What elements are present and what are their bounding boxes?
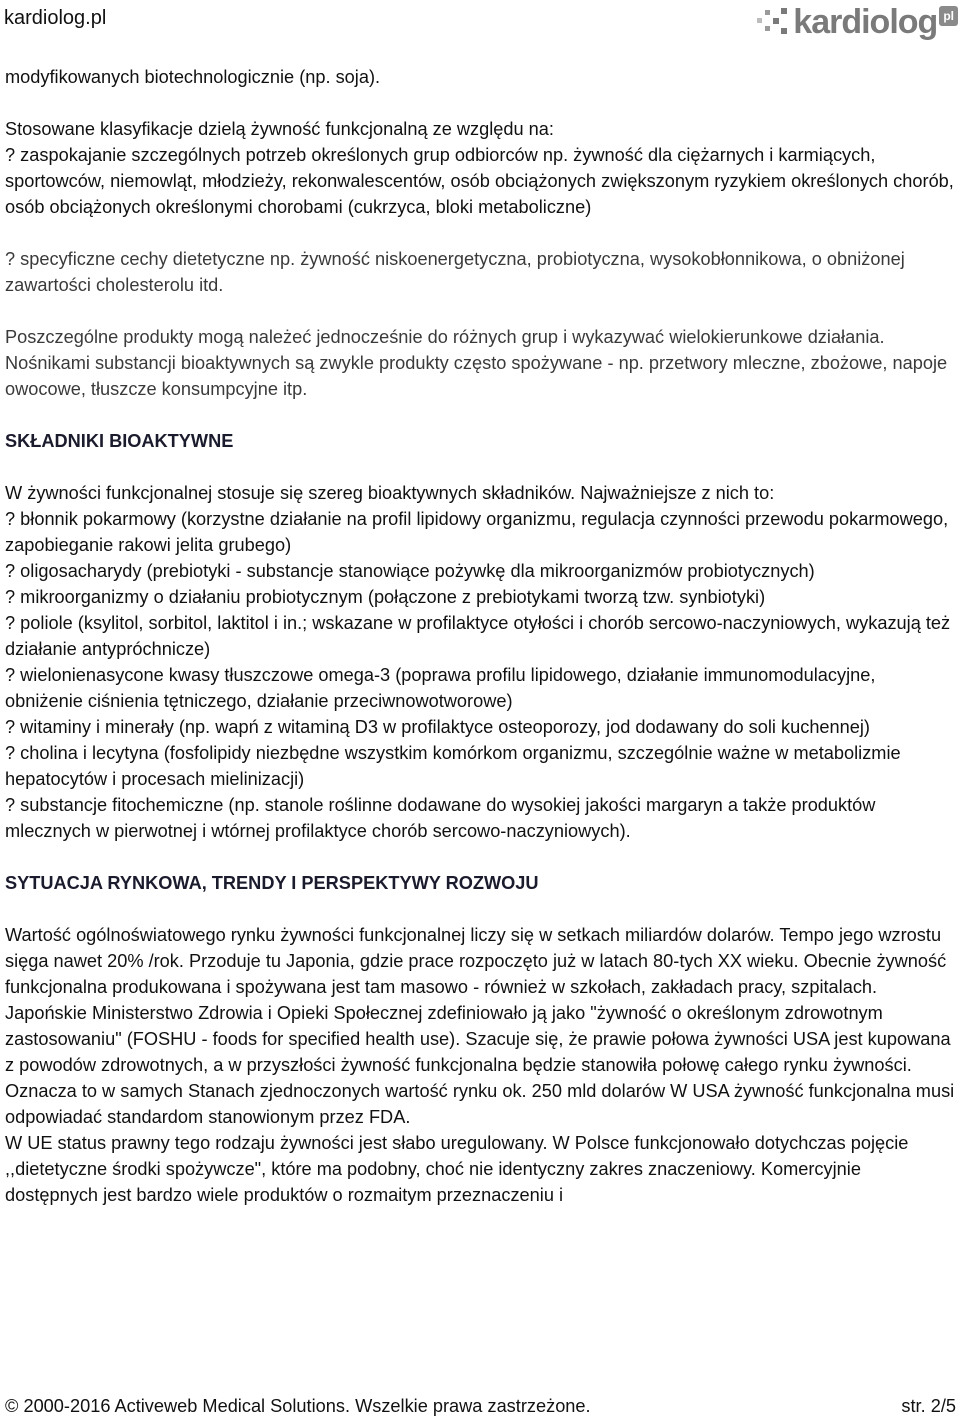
paragraph: W żywności funkcjonalnej stosuje się szereg bioaktywnych składników. Najważniejsze z nich to: <box>5 483 775 503</box>
list-item: ? oligosacharydy (prebiotyki - substancje stanowiące pożywkę dla mikroorganizmów probiotycznych) <box>5 561 815 581</box>
logo-dots-icon <box>753 2 793 42</box>
site-name: kardiolog.pl <box>4 7 107 29</box>
paragraph: Wartość ogólnoświatowego rynku żywności funkcjonalnej liczy się w setkach miliardów dolarów. Tempo jego wzrostu sięga nawet 20% /rok. Przoduje tu Japonia, gdzie prace rozpoczęto już w latach 80-tych XX wieku. Obecnie żywność funkcjonalna produkowana i spożywana jest tam masowo - również w szkołach, zakładach pracy, szpitalach. Japońskie Ministerstwo Zdrowia i Opieki Społecznej zdefiniowało ją jako "żywność o określonym zdrowotnym zastosowaniu" (FOSHU - foods for specified health use). Szacuje się, że prawie połowa żywności USA jest kupowana z powodów zdrowotnych, a w przyszłości żywność funkcjonalna będzie stanowiła połowę całego rynku żywności. Oznacza to w samych Stanach zjednoczonych wartość rynku ok. 250 mld dolarów W USA żywność funkcjonalna musi odpowiadać standardom stanowionym przez FDA. <box>5 925 955 1127</box>
logo-text: kardiolog <box>793 3 938 41</box>
list-item: ? witaminy i minerały (np. wapń z witaminą D3 w profilaktyce osteoporozy, jod dodawany do soli kuchennej) <box>5 717 870 737</box>
paragraph: ? zaspokajanie szczególnych potrzeb określonych grup odbiorców np. żywność dla ciężarnych i karmiących, sportowców, niemowląt, młodzieży, rekonwalescentów, osób obciążonych zwiększonym ryzykiem określonych chorób, osób obciążonych określonymi chorobami (cukrzyca, bloki metaboliczne) <box>5 145 954 217</box>
list-item: ? błonnik pokarmowy (korzystne działanie na profil lipidowy organizmu, regulacja czynności przewodu pokarmowego, zapobieganie rakowi jelita grubego) <box>5 509 949 555</box>
paragraph: ? specyficzne cechy dietetyczne np. żywność niskoenergetyczna, probiotyczna, wysokobłonnikowa, o obniżonej zawartości cholesterolu itd. <box>5 249 905 295</box>
list-item: ? mikroorganizmy o działaniu probiotycznym (połączone z prebiotykami tworzą tzw. synbiotyki) <box>5 587 766 607</box>
list-item: ? cholina i lecytyna (fosfolipidy niezbędne wszystkim komórkom organizmu, szczególnie ważne w metabolizmie hepatocytów i procesach mielinizacji) <box>5 743 901 789</box>
copyright-text: © 2000-2016 Activeweb Medical Solutions. Wszelkie prawa zastrzeżone. <box>5 1396 591 1416</box>
paragraph: W UE status prawny tego rodzaju żywności jest słabo uregulowany. W Polsce funkcjonowało dotychczas pojęcie ,,dietetyczne środki spożywcze", które ma podobny, choć nie identyczny zakres znaczeniowy. Komercyjnie dostępnych jest bardzo wiele produktów o rozmaitym przeznaczeniu i <box>5 1133 909 1205</box>
paragraph: modyfikowanych biotechnologicznie (np. soja). <box>5 67 381 87</box>
paragraph: Stosowane klasyfikacje dzielą żywność funkcjonalną ze względu na: <box>5 119 554 139</box>
list-item: ? substancje fitochemiczne (np. stanole roślinne dodawane do wysokiej jakości margaryn a także produktów mlecznych w pierwotnej i wtórnej profilaktyce chorób sercowo-naczyniowych). <box>5 795 876 841</box>
kardiolog-logo[interactable] <box>753 2 958 42</box>
section-heading: SYTUACJA RYNKOWA, TRENDY I PERSPEKTYWY ROZWOJU <box>5 873 539 893</box>
logo-badge: pl <box>939 6 958 26</box>
list-item: ? poliole (ksylitol, sorbitol, laktitol i in.; wskazane w profilaktyce otyłości i chorób sercowo-naczyniowych, wykazują też działanie antypróchnicze) <box>5 613 951 659</box>
page-number: str. 2/5 <box>901 1396 956 1416</box>
list-item: ? wielonienasycone kwasy tłuszczowe omega-3 (poprawa profilu lipidowego, działanie immunomodulacyjne, obniżenie ciśnienia tętniczego, działanie przeciwnowotworowe) <box>5 665 876 711</box>
page-footer <box>5 1393 956 1419</box>
article-body <box>5 64 957 1208</box>
paragraph: Poszczególne produkty mogą należeć jednocześnie do różnych grup i wykazywać wielokierunkowe działania. Nośnikami substancji bioaktywnych są zwykle produkty często spożywane - np. przetwory mleczne, zbożowe, napoje owocowe, tłuszcze konsumpcyjne itp. <box>5 327 948 399</box>
section-heading: SKŁADNIKI BIOAKTYWNE <box>5 431 234 451</box>
